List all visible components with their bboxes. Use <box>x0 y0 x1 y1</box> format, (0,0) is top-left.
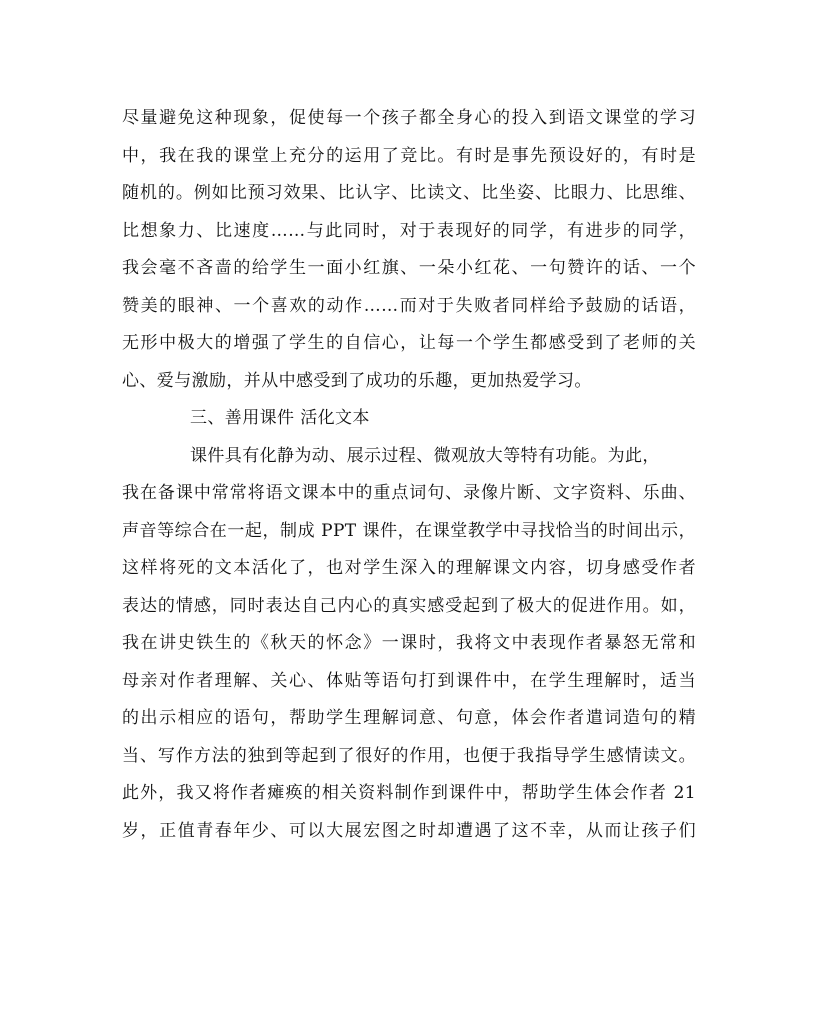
text-line: 母亲对作者理解、关心、体贴等语句打到课件中，在学生理解时，适当 <box>122 670 696 691</box>
section-heading: 三、善用课件 活化文本 <box>190 408 370 428</box>
text-line: 赞美的眼神、一个喜欢的动作……而对于失败者同样给予鼓励的话语， <box>122 295 696 316</box>
text-line: 课件具有化静为动、展示过程、微观放大等特有功能。为此， <box>190 445 660 466</box>
text-line: 心、爱与激励，并从中感受到了成功的乐趣，更加热爱学习。 <box>122 370 592 391</box>
text-line: 表达的情感，同时表达自己内心的真实感受起到了极大的促进作用。如， <box>122 595 696 616</box>
text-line: 我在备课中常常将语文课本中的重点词句、录像片断、文字资料、乐曲、 <box>122 483 696 503</box>
text-line: 我在讲史铁生的《秋天的怀念》一课时，我将文中表现作者暴怒无常和 <box>122 633 696 653</box>
text-line: 我会毫不吝啬的给学生一面小红旗、一朵小红花、一句赞许的话、一个 <box>122 258 696 278</box>
text-line: 这样将死的文本活化了，也对学生深入的理解课文内容，切身感受作者 <box>122 558 696 578</box>
body-text <box>122 100 696 850</box>
text-line: 尽量避免这种现象，促使每一个孩子都全身心的投入到语文课堂的学习 <box>122 108 696 128</box>
text-line: 的出示相应的语句，帮助学生理解词意、句意，体会作者遣词造句的精 <box>122 708 696 728</box>
text-line: 无形中极大的增强了学生的自信心，让每一个学生都感受到了老师的关 <box>122 333 696 353</box>
text-line: 当、写作方法的独到等起到了很好的作用，也便于我指导学生感情读文。 <box>122 745 696 766</box>
text-line: 声音等综合在一起，制成 PPT 课件，在课堂教学中寻找恰当的时间出示， <box>122 520 696 541</box>
text-line: 中，我在我的课堂上充分的运用了竞比。有时是事先预设好的，有时是 <box>122 145 696 166</box>
text-line: 此外，我又将作者瘫痪的相关资料制作到课件中，帮助学生体会作者 21 <box>122 783 696 803</box>
text-line: 比想象力、比速度……与此同时，对于表现好的同学，有进步的同学， <box>122 220 696 241</box>
text-line: 随机的。例如比预习效果、比认字、比读文、比坐姿、比眼力、比思维、 <box>122 183 696 203</box>
text-line: 岁，正值青春年少、可以大展宏图之时却遭遇了这不幸，从而让孩子们 <box>122 820 696 841</box>
